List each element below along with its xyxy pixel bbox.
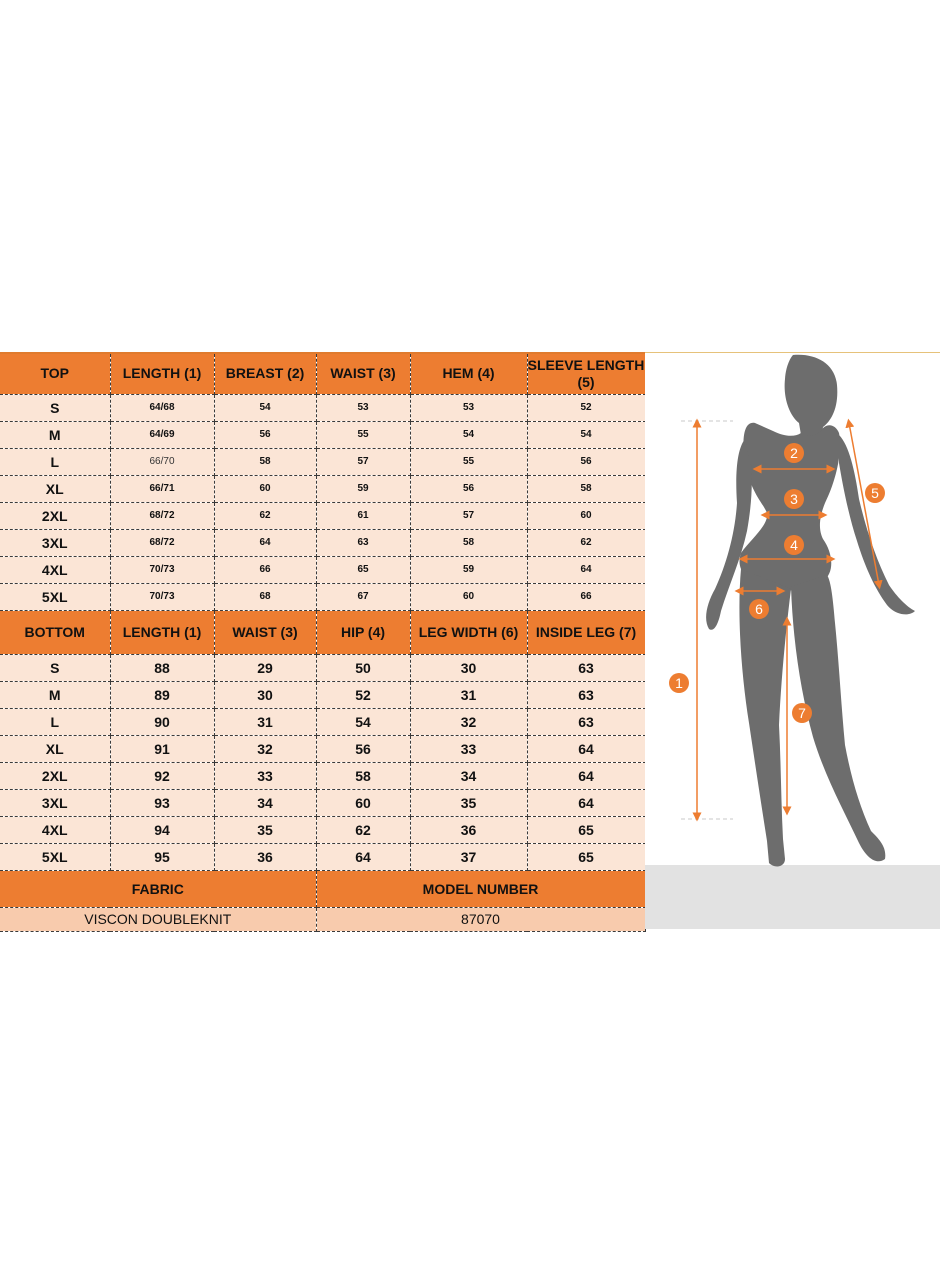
- measurement-cell: 60: [527, 502, 645, 529]
- measurement-cell: 91: [110, 735, 214, 762]
- top-table-row: [0, 448, 645, 475]
- silhouette-icon: [706, 355, 915, 867]
- measurement-cell: 55: [316, 421, 410, 448]
- measurement-cell: 64: [316, 843, 410, 870]
- size-label-cell: 5XL: [0, 583, 110, 610]
- marker-6: [749, 599, 769, 619]
- svg-text:3: 3: [790, 491, 798, 507]
- marker-4: [784, 535, 804, 555]
- measurement-cell: 65: [527, 843, 645, 870]
- measurement-cell: 63: [527, 654, 645, 681]
- measurement-cell: 70/73: [110, 556, 214, 583]
- measurement-cell: 95: [110, 843, 214, 870]
- measurement-cell: 93: [110, 789, 214, 816]
- size-label-cell: L: [0, 448, 110, 475]
- bottom-table-row: [0, 843, 645, 870]
- measurement-cell: 64: [527, 735, 645, 762]
- size-label-cell: 4XL: [0, 556, 110, 583]
- measurement-cell: 89: [110, 681, 214, 708]
- measurement-cell: 66: [214, 556, 316, 583]
- top-table-row: [0, 475, 645, 502]
- size-table: [0, 352, 646, 932]
- measurement-cell: 59: [410, 556, 527, 583]
- measurement-cell: 58: [410, 529, 527, 556]
- size-chart: [0, 352, 940, 928]
- bottom-table-row: [0, 762, 645, 789]
- bottom-table-row: [0, 789, 645, 816]
- measurement-cell: 54: [410, 421, 527, 448]
- measurement-cell: 54: [527, 421, 645, 448]
- fabric-value: VISCON DOUBLEKNIT: [0, 907, 316, 931]
- measurement-cell: 60: [316, 789, 410, 816]
- size-label-cell: XL: [0, 735, 110, 762]
- svg-text:4: 4: [790, 537, 798, 553]
- measurement-cell: 52: [316, 681, 410, 708]
- measurement-cell: 63: [527, 708, 645, 735]
- measurement-cell: 33: [214, 762, 316, 789]
- measurement-cell: 65: [316, 556, 410, 583]
- size-label-cell: M: [0, 421, 110, 448]
- measurement-cell: 56: [316, 735, 410, 762]
- bottom-header-cell: LENGTH (1): [110, 610, 214, 654]
- measurement-cell: 54: [214, 394, 316, 421]
- top-table-row: [0, 529, 645, 556]
- measurement-cell: 64: [527, 789, 645, 816]
- marker-1: [669, 673, 689, 693]
- size-label-cell: 2XL: [0, 502, 110, 529]
- svg-text:7: 7: [798, 705, 806, 721]
- measurement-cell: 52: [527, 394, 645, 421]
- body-silhouette-illustration: [645, 353, 940, 929]
- marker-3: [784, 489, 804, 509]
- measurement-cell: 53: [316, 394, 410, 421]
- size-label-cell: S: [0, 654, 110, 681]
- svg-text:6: 6: [755, 601, 763, 617]
- top-header-cell: BREAST (2): [214, 353, 316, 394]
- size-label-cell: 4XL: [0, 816, 110, 843]
- measurement-cell: 67: [316, 583, 410, 610]
- measurement-cell: 66/71: [110, 475, 214, 502]
- measurement-cell: 57: [410, 502, 527, 529]
- bottom-table-row: [0, 654, 645, 681]
- fabric-value-row: [0, 907, 645, 931]
- measurement-cell: 65: [527, 816, 645, 843]
- measurement-cell: 53: [410, 394, 527, 421]
- bottom-header-cell: HIP (4): [316, 610, 410, 654]
- measurement-cell: 30: [214, 681, 316, 708]
- top-table-row: [0, 421, 645, 448]
- top-header-cell: LENGTH (1): [110, 353, 214, 394]
- svg-text:2: 2: [790, 445, 798, 461]
- measurement-cell: 66: [527, 583, 645, 610]
- measurement-cell: 68/72: [110, 529, 214, 556]
- measurement-cell: 90: [110, 708, 214, 735]
- top-header-cell: HEM (4): [410, 353, 527, 394]
- measurement-cell: 64/69: [110, 421, 214, 448]
- measurement-cell: 31: [214, 708, 316, 735]
- measurement-cell: 36: [214, 843, 316, 870]
- measurement-cell: 68: [214, 583, 316, 610]
- measurement-cell: 29: [214, 654, 316, 681]
- measurement-cell: 63: [527, 681, 645, 708]
- measurement-cell: 63: [316, 529, 410, 556]
- measurement-cell: 62: [527, 529, 645, 556]
- top-header-cell: WAIST (3): [316, 353, 410, 394]
- bottom-header-cell: INSIDE LEG (7): [527, 610, 645, 654]
- measurement-cell: 50: [316, 654, 410, 681]
- measurement-cell: 64: [527, 762, 645, 789]
- top-table-body: [0, 394, 645, 610]
- top-table-row: [0, 394, 645, 421]
- measurement-cell: 88: [110, 654, 214, 681]
- measurement-cell: 58: [316, 762, 410, 789]
- measurement-cell: 55: [410, 448, 527, 475]
- bottom-header-cell: WAIST (3): [214, 610, 316, 654]
- marker-5: [865, 483, 885, 503]
- measurement-cell: 56: [527, 448, 645, 475]
- svg-text:1: 1: [675, 675, 683, 691]
- measurement-cell: 32: [214, 735, 316, 762]
- bottom-table-body: [0, 654, 645, 870]
- top-table-row: [0, 556, 645, 583]
- measurement-cell: 94: [110, 816, 214, 843]
- bottom-table-row: [0, 708, 645, 735]
- measurement-cell: 35: [410, 789, 527, 816]
- measurement-cell: 58: [527, 475, 645, 502]
- model-number-value: 87070: [316, 907, 645, 931]
- measurement-cell: 35: [214, 816, 316, 843]
- top-table-row: [0, 502, 645, 529]
- size-label-cell: M: [0, 681, 110, 708]
- measurement-cell: 61: [316, 502, 410, 529]
- measurement-cell: 34: [214, 789, 316, 816]
- measurement-cell: 64: [527, 556, 645, 583]
- top-table-row: [0, 583, 645, 610]
- marker-2: [784, 443, 804, 463]
- bottom-table-row: [0, 816, 645, 843]
- measurement-cell: 32: [410, 708, 527, 735]
- measurement-cell: 57: [316, 448, 410, 475]
- size-label-cell: L: [0, 708, 110, 735]
- model-number-label: MODEL NUMBER: [316, 870, 645, 907]
- bottom-header-cell: BOTTOM: [0, 610, 110, 654]
- measurement-cell: 70/73: [110, 583, 214, 610]
- measurement-cell: 36: [410, 816, 527, 843]
- measurement-cell: 66/70: [110, 448, 214, 475]
- measurement-cell: 60: [214, 475, 316, 502]
- svg-text:5: 5: [871, 485, 879, 501]
- size-label-cell: XL: [0, 475, 110, 502]
- measurement-cell: 30: [410, 654, 527, 681]
- measurement-cell: 34: [410, 762, 527, 789]
- measurement-cell: 68/72: [110, 502, 214, 529]
- measurement-figure-panel: [645, 352, 940, 929]
- measurement-cell: 56: [214, 421, 316, 448]
- measurement-cell: 64: [214, 529, 316, 556]
- top-header-cell: SLEEVE LENGTH (5): [527, 353, 645, 394]
- measurement-cell: 56: [410, 475, 527, 502]
- fabric-label: FABRIC: [0, 870, 316, 907]
- measurement-cell: 58: [214, 448, 316, 475]
- measurement-cell: 54: [316, 708, 410, 735]
- size-label-cell: 5XL: [0, 843, 110, 870]
- bottom-table-row: [0, 681, 645, 708]
- measurement-cell: 92: [110, 762, 214, 789]
- marker-7: [792, 703, 812, 723]
- bottom-table-row: [0, 735, 645, 762]
- measurement-cell: 33: [410, 735, 527, 762]
- size-label-cell: 2XL: [0, 762, 110, 789]
- top-header-row: [0, 353, 645, 394]
- measurement-cell: 59: [316, 475, 410, 502]
- size-label-cell: 3XL: [0, 789, 110, 816]
- measurement-cell: 31: [410, 681, 527, 708]
- measurement-cell: 62: [316, 816, 410, 843]
- bottom-header-row: [0, 610, 645, 654]
- top-header-cell: TOP: [0, 353, 110, 394]
- measurement-cell: 62: [214, 502, 316, 529]
- measurement-cell: 60: [410, 583, 527, 610]
- size-label-cell: 3XL: [0, 529, 110, 556]
- measurement-cell: 37: [410, 843, 527, 870]
- measurement-cell: 64/68: [110, 394, 214, 421]
- fabric-header-row: [0, 870, 645, 907]
- bottom-header-cell: LEG WIDTH (6): [410, 610, 527, 654]
- size-label-cell: S: [0, 394, 110, 421]
